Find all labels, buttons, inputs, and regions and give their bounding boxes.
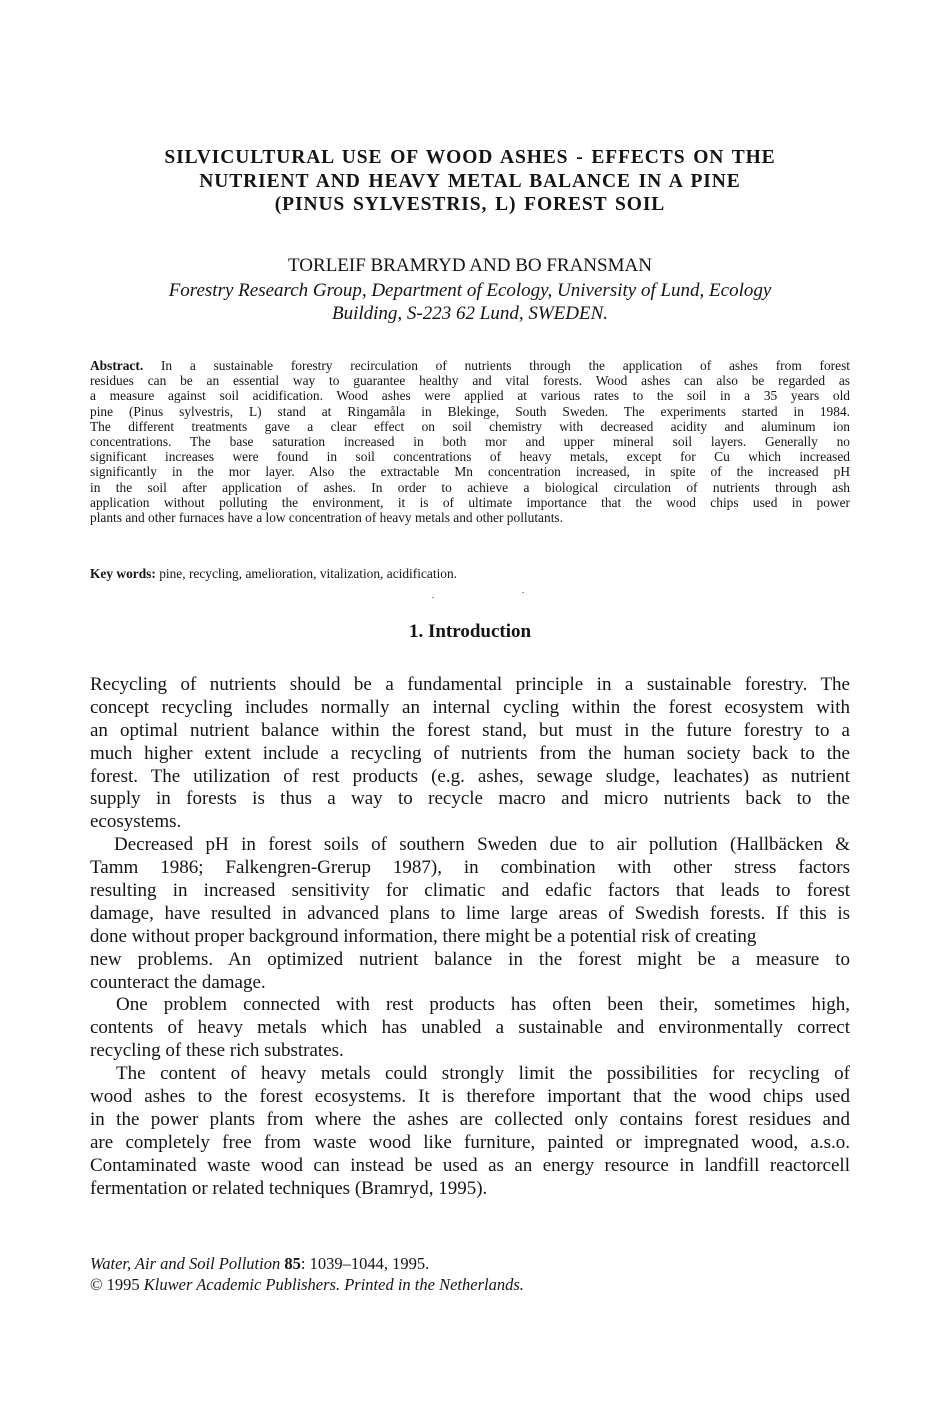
keywords xyxy=(90,566,850,582)
body-line: done without proper background information, there might be a potential risk of creating xyxy=(90,925,757,947)
abstract-line: a measure against soil acidification. Wood ashes were applied at various rates to the soil in a 35 years old xyxy=(90,388,850,404)
introduction-body xyxy=(90,674,850,1200)
body-line: Contaminated waste wood can instead be used as an energy resource in landfill reactorcell xyxy=(90,1154,850,1176)
body-line: counteract the damage. xyxy=(90,971,266,993)
authors: TORLEIF BRAMRYD AND BO FRANSMAN xyxy=(288,255,652,276)
abstract-line: residues can be an essential way to guarantee healthy and vital forests. Wood ashes can also be regarded as xyxy=(90,373,850,389)
body-line: Recycling of nutrients should be a fundamental principle in a sustainable forestry. The xyxy=(90,674,850,695)
body-line: supply in forests is thus a way to recycle macro and micro nutrients back to the xyxy=(90,788,850,810)
keywords-label: Key words: xyxy=(90,566,156,581)
publisher: Kluwer Academic Publishers. Printed in the Netherlands. xyxy=(143,1275,524,1294)
scan-speck xyxy=(432,597,434,598)
affiliation-line: Building, S-223 62 Lund, SWEDEN. xyxy=(331,303,609,324)
abstract-line xyxy=(90,358,850,373)
body-line: ecosystems. xyxy=(90,811,182,833)
body-line: forest. The utilization of rest products (e.g. ashes, sewage sludge, leachates) as nutrient xyxy=(90,765,850,787)
body-line: recycling of these rich substrates. xyxy=(90,1040,344,1062)
publication-footer xyxy=(90,1253,850,1295)
abstract-line: plants and other furnaces have a low concentration of heavy metals and other pollutants. xyxy=(90,509,563,525)
copyright-line xyxy=(90,1274,850,1295)
abstract-line: significantly in the mor layer. Also the extractable Mn concentration increased, in spite of the increased pH xyxy=(90,464,850,480)
body-line: are completely free from waste wood like furniture, painted or impregnated wood, a.s.o. xyxy=(90,1131,850,1153)
body-line: Tamm 1986; Falkengren-Grerup 1987), in combination with other stress factors xyxy=(90,857,850,879)
body-line: fermentation or related techniques (Bramryd, 1995). xyxy=(90,1177,488,1199)
abstract-line: application without polluting the environment, it is of ultimate importance that the wood chips used in power xyxy=(90,494,850,510)
abstract-label: Abstract. xyxy=(90,358,144,373)
affiliation xyxy=(90,279,850,325)
paper-title xyxy=(90,146,850,217)
citation-line xyxy=(90,1253,850,1274)
body-line: new problems. An optimized nutrient balance in the forest might be a measure to xyxy=(90,948,850,970)
abstract xyxy=(90,358,850,525)
title-line: (PINUS SYLVESTRIS, L) FOREST SOIL xyxy=(274,194,666,215)
abstract-text: In a sustainable forestry recirculation of nutrients through the application of ashes from forest xyxy=(143,358,850,373)
title-line: SILVICULTURAL USE OF WOOD ASHES - EFFECTS ON THE xyxy=(164,147,776,168)
abstract-line: in the soil after application of ashes. In order to achieve a biological circulation of nutrients through ash xyxy=(90,479,850,495)
body-line: an optimal nutrient balance within the forest stand, but must in the future forestry to a xyxy=(90,719,850,741)
keywords-text: pine, recycling, amelioration, vitalization, acidification. xyxy=(155,566,458,581)
body-line: Decreased pH in forest soils of southern Sweden due to air pollution (Hallbäcken & xyxy=(114,834,850,856)
journal-volume: 85 xyxy=(284,1254,301,1273)
abstract-line: concentrations. The base saturation increased in both mor and upper mineral soil layers. Generally no xyxy=(90,433,850,449)
scan-speck xyxy=(522,592,524,593)
journal-name: Water, Air and Soil Pollution xyxy=(90,1254,281,1273)
title-line: NUTRIENT AND HEAVY METAL BALANCE IN A PINE xyxy=(199,170,741,192)
body-line: much higher extent include a recycling of nutrients from the human society back to the xyxy=(90,742,850,764)
body-line: concept recycling includes normally an internal cycling within the forest ecosystem with xyxy=(90,696,850,718)
section-heading: 1. Introduction xyxy=(408,621,532,642)
body-line: The content of heavy metals could strongly limit the possibilities for recycling of xyxy=(116,1063,850,1085)
body-line: resulting in increased sensitivity for climatic and edafic factors that leads to forest xyxy=(90,880,850,902)
abstract-line: The different treatments gave a clear effect on soil chemistry with decreased acidity and aluminum ion xyxy=(90,418,850,434)
journal-pages: : 1039–1044, 1995. xyxy=(300,1254,430,1273)
body-line: damage, have resulted in advanced plans to lime large areas of Swedish forests. If this is xyxy=(90,902,850,924)
copyright-year: 1995 xyxy=(102,1275,144,1294)
body-line: wood ashes to the forest ecosystems. It is therefore important that the wood chips used xyxy=(90,1086,850,1108)
body-line: contents of heavy metals which has unabled a sustainable and environmentally correct xyxy=(90,1017,850,1039)
abstract-line: pine (Pinus sylvestris, L) stand at Ringamåla in Blekinge, South Sweden. The experiments started in 1984. xyxy=(90,403,850,419)
abstract-line: significant increases were found in soil concentrations of heavy metals, except for Cu which increased xyxy=(90,449,850,465)
affiliation-line: Forestry Research Group, Department of Ecology, University of Lund, Ecology xyxy=(168,280,772,301)
body-line: One problem connected with rest products has often been their, sometimes high, xyxy=(116,994,850,1016)
copyright-symbol: © xyxy=(90,1275,103,1294)
body-line: in the power plants from where the ashes are collected only contains forest residues and xyxy=(90,1108,850,1130)
